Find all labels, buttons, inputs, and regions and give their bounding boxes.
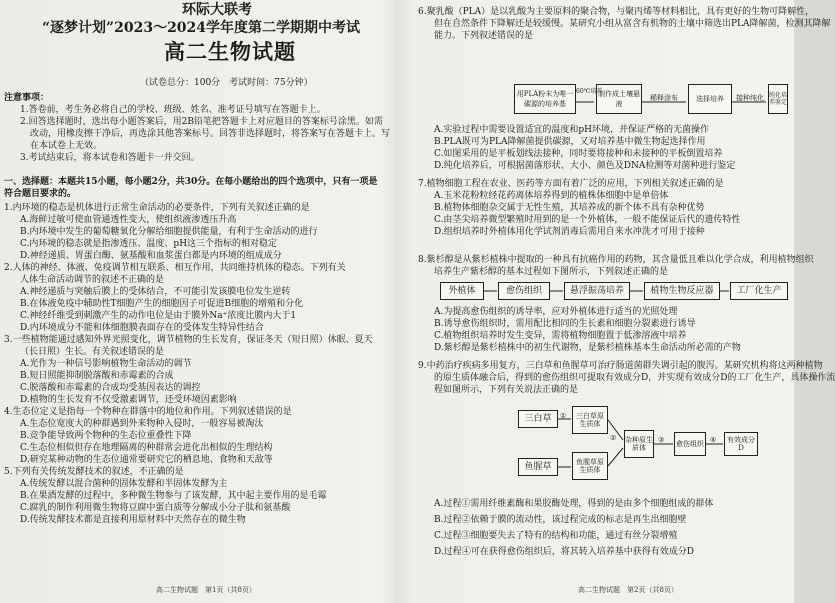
question-line: 8.紫杉醇是从紫杉植株中提取的一种具有抗癌作用的药物，其含量低且难以化学合成，利用植物组织 bbox=[418, 255, 814, 265]
q9-step-label: ④ bbox=[710, 436, 717, 444]
question-line: 1.内环境的稳态是机体进行正常生命活动的必要条件，下列有关叙述正确的是 bbox=[4, 203, 310, 213]
option-line: D.研究某种动物的生态位通常要研究它的栖息地、食物和天敌等 bbox=[20, 455, 273, 465]
option-line: A.过程①需用纤维素酶和果胶酶处理，得到的是由多个细胞组成的群体 bbox=[434, 499, 714, 509]
notice-block bbox=[4, 92, 402, 164]
option-line: B.内环境中发生的葡萄糖氧化分解给细胞提供能量，有利于生命活动的进行 bbox=[20, 227, 318, 237]
option-line: A.神经递质与突触后膜上的受体结合，不可能引发该膜电位发生逆转 bbox=[20, 287, 291, 297]
q9-step-label: ③ bbox=[658, 436, 665, 444]
option-line: C.如图采用的是平板划线法接种，同时要将接种和未接种的平板倒置培养 bbox=[434, 149, 723, 159]
q6-temp-label: 60℃培养 bbox=[576, 88, 603, 95]
notice-item: 改动，用橡皮擦干净后，再选涂其他答案标号。回答非选择题时，将答案写在答题卡上。写 bbox=[30, 129, 391, 139]
question-line: 9.中药治疗疾病多用复方，三白草和鱼腥草可治疗肠道菌群失调引起的腹泻。某研究机构将这两种植物 bbox=[418, 361, 823, 371]
option-line: A.实验过程中需要设置适宜的温度和pH环境，并保证严格的无菌操作 bbox=[434, 125, 709, 135]
question-line: 人体生命活动调节的叙述不正确的是 bbox=[20, 275, 165, 285]
notice-item: 2.回答选择题时，选出每小题答案后，用2B铅笔把答题卡上对应题目的答案标号涂黑。如需 bbox=[20, 117, 383, 127]
option-line: B.短日照能抑制脱落酸和赤霉素的合成 bbox=[20, 371, 174, 381]
option-line: D.植物的生长发育不仅受激素调节，还受环境因素影响 bbox=[20, 395, 237, 405]
question-line: 2.人体的神经、体液、免疫调节相互联系、相互作用，共同维持机体的稳态。下列有关 bbox=[4, 263, 346, 273]
q8-box-explant: 外植体 bbox=[440, 282, 484, 300]
option-line: D.组织培养时外植体用化学试剂消毒后需用自来水冲洗才可用于接种 bbox=[434, 227, 705, 237]
q8-box-factory: 工厂化生产 bbox=[730, 282, 788, 300]
q8-box-bioreactor: 植物生物反应器 bbox=[644, 282, 720, 300]
option-line: A.光作为一种信号影响植物生命活动的调节 bbox=[20, 359, 192, 369]
option-line: D.过程④可在获得愈伤组织后，将其转入培养基中获得有效成分D bbox=[434, 547, 694, 557]
question-line: 4.生态位定义是指每一个物种在群落中的地位和作用。下列叙述错误的是 bbox=[4, 407, 292, 417]
option-line: D.紫杉醇是紫杉植株中的初生代谢物，是紫杉植株基本生命活动所必需的产物 bbox=[434, 343, 741, 353]
question-line: 7.植物细胞工程在农业、医药等方面有着广泛的应用，下列相关叙述正确的是 bbox=[418, 179, 724, 189]
q8-box-callus: 愈伤组织 bbox=[498, 282, 550, 300]
option-line: C.腐乳的制作利用微生物将豆腐中蛋白质等分解成小分子肽和氨基酸 bbox=[20, 503, 291, 513]
section-heading bbox=[4, 176, 402, 200]
notice-item: 3.考试结束后，将本试卷和答题卡一并交回。 bbox=[20, 153, 200, 163]
q9-box-protoplast-2: 鱼腥草原生质体 bbox=[572, 452, 608, 480]
page-footer: 高二生物试题 第2页（共8页） bbox=[578, 586, 678, 594]
question-line: 能力。下列叙述错误的是 bbox=[434, 31, 534, 41]
question-line: 3.一些植物能通过感知外界光照变化，调节植物的生长发育，保证冬天（短日照）休眠、夏天 bbox=[4, 335, 373, 345]
question-line: 但在自然条件下降解还是较缓慢。某研究小组从富含有机物的土壤中筛选出PLA降解菌，检测其降解 bbox=[434, 19, 831, 29]
option-line: A.生态位宽度大的种群遇到外来物种入侵时，一般容易被淘汰 bbox=[20, 419, 264, 429]
exam-name: “逐梦计划”2023～2024学年度第二学期期中考试 bbox=[42, 20, 361, 36]
option-line: C.植物组织培养时发生变异，需将植物细胞置于低渗溶液中培养 bbox=[434, 331, 687, 341]
option-line: A.为提高愈伤组织的诱导率，应对外植体进行适当的光照处理 bbox=[434, 307, 678, 317]
option-line: A.海鲜过敏可使血管通透性变大，使组织液渗透压升高 bbox=[20, 215, 237, 225]
question-line: 培养生产紫杉醇的基本过程如下图所示，下列叙述正确的是 bbox=[434, 267, 669, 277]
option-line: D.纯化培养后，可根据菌落形状、大小、颜色及DNA检测等对菌种进行鉴定 bbox=[434, 161, 736, 171]
question-line: 5.下列有关传统发酵技术的叙述，不正确的是 bbox=[4, 467, 184, 477]
q9-arrows bbox=[418, 0, 835, 500]
question-line: 程如图所示，下列有关说法正确的是 bbox=[434, 385, 579, 395]
option-line: C.生态位相似但存在地理隔离的种群常会进化出相似的生理结构 bbox=[20, 443, 273, 453]
option-line: C.由茎尖培养微型繁殖时用到的是一个外植体，一般不能保证后代的遗传特性 bbox=[434, 215, 741, 225]
q6-box-identify: 纯化培养鉴定 bbox=[768, 84, 788, 114]
question-line: 的原生质体融合后，得到的愈伤组织可提取有效成分D，并实现有效成分D的工厂化生产，具体操作流 bbox=[434, 373, 835, 383]
questions-1-5 bbox=[4, 202, 402, 526]
option-line: B.诱导愈伤组织时，需用配比相同的生长素和细胞分裂素进行诱导 bbox=[434, 319, 696, 329]
option-line: D.传统发酵技术都是直接利用原材料中天然存在的微生物 bbox=[20, 515, 246, 525]
q9-box-product: 有效成分D bbox=[724, 432, 758, 456]
option-line: B.过程②依赖于膜的流动性，该过程完成的标志是再生出细胞壁 bbox=[434, 515, 687, 525]
q9-step-label: ② bbox=[610, 434, 617, 442]
option-line: C.神经纤维受到刺激产生的动作电位是由于膜外Na⁺浓度比膜内大于1 bbox=[20, 311, 297, 321]
section-title-cont: 符合题目要求的。 bbox=[4, 189, 77, 199]
option-line: C.脱落酸和赤霉素的合成均受基因表达的调控 bbox=[20, 383, 201, 393]
q9-box-protoplast-1: 三白草原生质体 bbox=[572, 406, 608, 434]
page-title: 高二生物试题 bbox=[164, 39, 296, 64]
q8-box-suspension: 悬浮振荡培养 bbox=[564, 282, 630, 300]
option-line: B.竞争能导致两个物种的生态位重叠性下降 bbox=[20, 431, 192, 441]
option-line: D.神经递质、胃蛋白酶、氨基酸和血浆蛋白都是内环境的组成成分 bbox=[20, 251, 282, 261]
section-title: 一、选择题：本题共15小题，每小题2分，共30分。在每小题给出的四个选项中，只有一项是 bbox=[4, 177, 378, 187]
option-line: A.传统发酵以混合菌种的固体发酵和半固体发酵为主 bbox=[20, 479, 228, 489]
notice-heading: 注意事项： bbox=[4, 93, 50, 103]
option-line: B.在体液免疫中辅助性T细胞产生的细胞因子可促进B细胞的增殖和分化 bbox=[20, 299, 304, 309]
q6-box-suspension: 制作成土壤悬液 bbox=[596, 84, 642, 114]
option-line: B.植物体细胞杂交属于无性生殖，其培养成的新个体不具有杂种优势 bbox=[434, 203, 705, 213]
option-line: A.玉米花粉粒经花药离体培养得到的植株体细胞中是单倍体 bbox=[434, 191, 669, 201]
exam-meta: （试卷总分：100分 考试时间：75分钟） bbox=[140, 78, 313, 88]
q6-step-label: 接种纯化 bbox=[736, 94, 764, 102]
q9-box-source-2: 鱼腥草 bbox=[518, 458, 558, 476]
notice-item: 1.答卷前，考生务必将自己的学校、班级、姓名、准考证号填写在答题卡上。 bbox=[20, 105, 326, 115]
option-line: C.内环境的稳态就是指渗透压、温度、pH这三个指标的相对稳定 bbox=[20, 239, 278, 249]
q9-step-label: ① bbox=[560, 412, 567, 420]
q9-box-hybrid: 杂种原生质体 bbox=[624, 430, 654, 458]
q9-box-source-1: 三白草 bbox=[518, 410, 558, 428]
question-line: （长日照）生长。有关叙述错误的是 bbox=[20, 347, 165, 357]
option-line: D.内环境成分不能和体细胞膜表面存在的受体发生特异性结合 bbox=[20, 323, 264, 333]
q6-box-select: 选择培养 bbox=[688, 84, 732, 114]
q9-box-callus: 愈伤组织 bbox=[674, 432, 706, 456]
page-footer: 高二生物试题 第1页（共8页） bbox=[156, 586, 256, 594]
q9-options bbox=[418, 496, 790, 560]
exam-org: 环际大联考 bbox=[182, 2, 252, 18]
notice-item: 在本试卷上无效。 bbox=[30, 141, 103, 151]
q6-box-medium: 用PLA粉末为唯一碳源的培养基 bbox=[514, 84, 576, 114]
question-line: 6.聚乳酸（PLA）是以乳酸为主要原料的聚合物，与聚丙烯等材料相比，具有更好的生物可降解性， bbox=[418, 7, 815, 17]
q6-step-label: 稀释涂布 bbox=[650, 94, 678, 102]
option-line: B.PLA既可为PLA降解菌提供碳源，又对培养基中微生物起选择作用 bbox=[434, 137, 706, 147]
option-line: B.在果酒发酵的过程中，多种微生物参与了该发酵，其中起主要作用的是毛霉 bbox=[20, 491, 327, 501]
option-line: C.过程③细胞要失去了特有的结构和功能，通过有丝分裂增殖 bbox=[434, 531, 678, 541]
